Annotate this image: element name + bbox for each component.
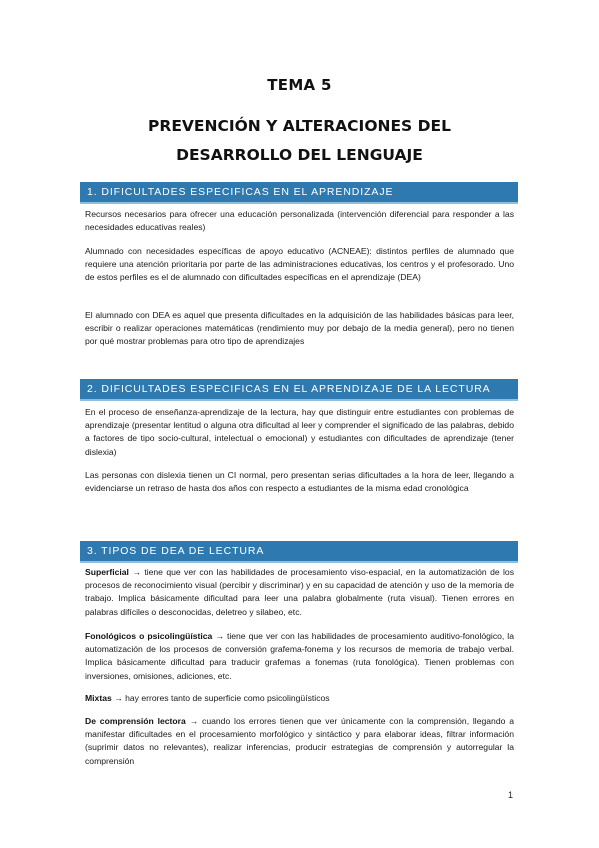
section1-heading-bar	[80, 182, 518, 204]
arrow-icon: →	[132, 567, 141, 577]
dea-type-term: Superficial	[85, 567, 129, 577]
section1-paragraph-3: El alumnado con DEA es aquel que presenta dificultades en la adquisición de las habilidades básicas para leer, escribir o realizar operaciones matemáticas (rendimiento muy por debajo de la media general), pero no tienen por qué mostrar problemas para otro tipo de aprendizajes	[85, 310, 514, 347]
dea-type-description: cuando los errores tienen que ver únicamente con la comprensión, llegando a manifestar dificultades en el procesamiento morfológico y sintáctico y para elaborar ideas, filtrar información (suprimir datos no relevantes), realizar inferencias, producir estrategias de comprensión y autorregular la comprensión	[85, 716, 514, 766]
dea-type-description: tiene que ver con las habilidades de procesamiento viso-espacial, en la automatización de los procesos de reconocimiento visual (percibir y discriminar) y en su capacidad de atención y uso de la memoria de trabajo. Implica básicamente dificultad para leer una palabra globalmente (ruta visual). Tienen errores en palabras difíciles o desconocidas, deletreo y silabeo, etc.	[85, 567, 515, 617]
document-title: TEMA 5	[267, 76, 332, 94]
section1-paragraph-1: Recursos necesarios para ofrecer una educación personalizada (intervención diferencial para responder a las necesidades educativas reales)	[85, 209, 514, 233]
page-number: 1	[508, 790, 514, 800]
section3-heading-bar	[80, 541, 518, 563]
section2-heading: 2. DIFICULTADES ESPECIFICAS EN EL APRENDIZAJE DE LA LECTURA	[87, 383, 491, 395]
section2-paragraph-1: En el proceso de enseñanza-aprendizaje de la lectura, hay que distinguir entre estudiantes con problemas de aprendizaje (presentar lentitud o alguna otra dificultad al leer y comprender el significado de las palabras, debido a factores de tipo socio-cultural, intelectual o emocional) y estudiantes con dificultades de aprendizaje (tener dislexia)	[85, 407, 514, 457]
section1-heading: 1. DIFICULTADES ESPECIFICAS EN EL APRENDIZAJE	[87, 186, 394, 198]
dea-type-term: Fonológicos o psicolingüística	[85, 631, 213, 641]
dea-type-comprension	[85, 715, 514, 768]
dea-type-term: De comprensión lectora	[85, 716, 186, 726]
dea-type-description: tiene que ver con las habilidades de procesamiento auditivo-fonológico, la automatización de los procesos de conversión grafema-fonema y los recursos de memoria de trabajo verbal. Implica básicamente dificultad para traducir grafemas a fonemas (ruta fonológica). Tienen problemas con inversiones, omisiones, adiciones, etc.	[85, 631, 514, 681]
document-subtitle-line2: DESARROLLO DEL LENGUAJE	[176, 146, 423, 164]
dea-type-mixtas	[85, 692, 514, 705]
section1-paragraph-2: Alumnado con necesidades específicas de apoyo educativo (ACNEAE): distintos perfiles de alumnado que requiere una atención prioritaria por parte de las administraciones educativas, los centros y el profesorado. Uno de estos perfiles es el de alumnado con dificultades específicas en el aprendizaje (DEA)	[85, 246, 514, 283]
dea-type-description: hay errores tanto de superficie como psicolingüísticos	[122, 693, 330, 703]
dea-type-superficial	[85, 566, 514, 619]
section2-paragraph-2: Las personas con dislexia tienen un CI normal, pero presentan serias dificultades a la hora de leer, llegando a evidenciarse un retraso de hasta dos años con respecto a estudiantes de la misma edad cronológica	[85, 470, 514, 494]
arrow-icon: →	[215, 631, 224, 641]
dea-type-term: Mixtas	[85, 693, 112, 703]
section3-heading: 3. TIPOS DE DEA DE LECTURA	[87, 545, 265, 557]
dea-type-fonologica	[85, 630, 514, 683]
section2-heading-bar	[80, 379, 518, 401]
document-subtitle-line1: PREVENCIÓN Y ALTERACIONES DEL	[148, 117, 451, 135]
arrow-icon: →	[189, 716, 199, 726]
arrow-icon: →	[114, 693, 123, 703]
